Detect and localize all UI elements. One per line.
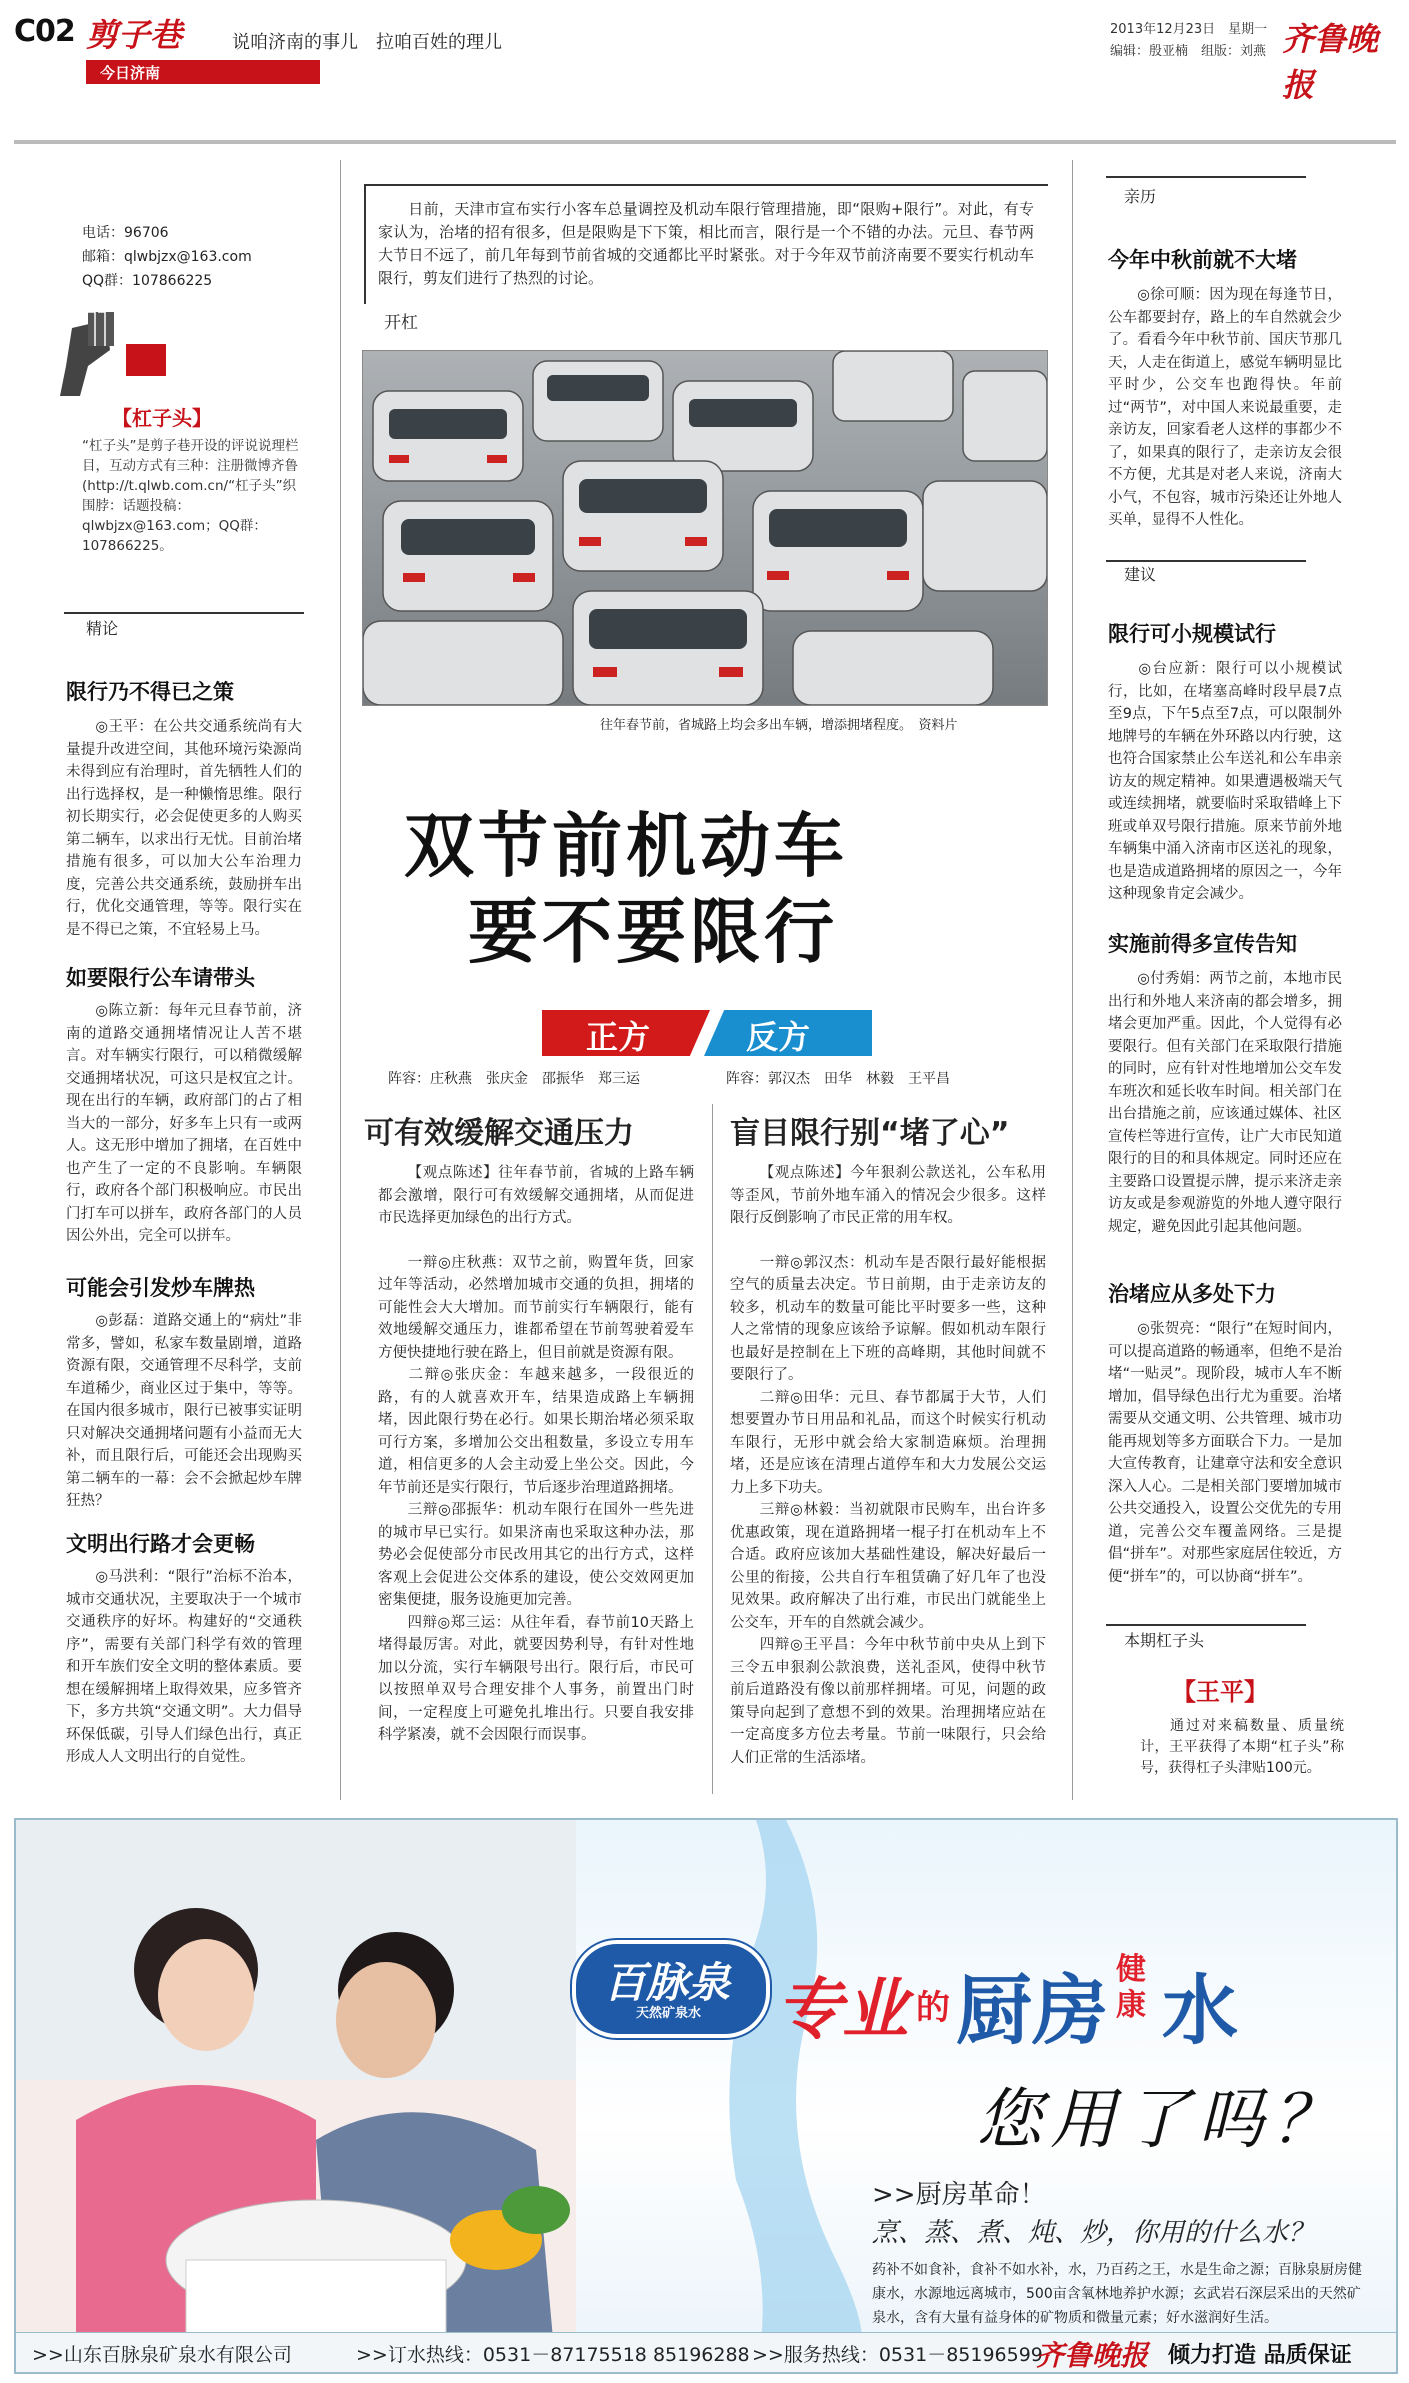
award-divider <box>1106 1624 1306 1626</box>
left-article-2-body: ◎陈立新：每年元旦春节前，济南的道路交通拥堵情况让人苦不堪言。对车辆实行限行，可以稍微缓解交通拥堵状况，可这只是权宜之计。现在出行的车辆，政府部门的占了相当大的一部分，好多车上只有一或两人。这无形中增加了拥堵，在百姓中也产生了一定的不良影响。车辆限行，政府各个部门积极响应。市民出门打车可以拼车，政府各部门的人员因公外出，完全可以拼车。 <box>66 1003 302 1244</box>
ad-brand: 百脉泉 <box>604 1958 731 2007</box>
pro-article <box>378 1162 694 1747</box>
pro-title: 可有效缓解交通压力 <box>364 1116 634 1151</box>
header-date: 2013年12月23日 星期一 <box>1110 22 1268 37</box>
ad-footer-tagline: 倾力打造 品质保证 <box>1168 2343 1352 2368</box>
con-para-1: 一辩◎郭汉杰：机动车是否限行最好能根据空气的质量去决定。节日前期，由于走亲访友的较多，机动车的数量可能比平时要多一些，这种人之常情的现象应该给予谅解。假如机动车限行也最好是控制在上下班的高峰期，其他时间就不要限行了。 <box>730 1254 1046 1383</box>
right-article-3-title: 实施前得多宣传告知 <box>1108 932 1297 956</box>
pro-para-4: 四辩◎郑三运：从往年看，春节前10天路上堵得最厉害。对此，就要因势利导，有针对性地加以分流，实行车辆限号出行。限行后，市民可以按照单双号合理安排个人事务，前置出门时间，一定程度上可避免扎堆出行。只要自我安排科学紧凑，就不会因限行而误事。 <box>378 1614 694 1743</box>
ad-question: 烹、蒸、煮、炖、炒，你用的什么水？ <box>872 2218 1315 2248</box>
left-article-1-title: 限行乃不得已之策 <box>66 680 234 704</box>
right-column-divider <box>1072 160 1073 1800</box>
right-article-2-title: 限行可小规模试行 <box>1108 622 1276 646</box>
con-para-4: 四辩◎王平昌：今年中秋节前中央从上到下三令五申狠刹公款浪费，送礼歪风，使得中秋节前后道路没有像以前那样拥堵。可见，问题的政策导向起到了意想不到的效果。治理拥堵应站在一定高度多方位去考量。节前一味限行，只会给人们正常的生活添堵。 <box>730 1637 1046 1766</box>
con-title: 盲目限行别“堵了心” <box>730 1116 1010 1151</box>
pro-para-3: 三辩◎邵振华：机动车限行在国外一些先进的城市早已实行。如果济南也采取这种办法，那势必会促使部分市民改用其它的出行方式，这样客观上会促进公交体系的建设，使公交效网更加密集便捷，服务设施更加完善。 <box>378 1502 694 1608</box>
ad-slogan-e: 水 <box>1162 1966 1238 2055</box>
right-article-3-body: ◎付秀娟：两节之前，本地市民出行和外地人来济南的都会增多，拥堵会更加严重。因此，个人觉得有必要限行。但有关部门在采取限行措施的同时，应有针对性地增加公交车发车班次和延长收车时间。相关部门在出台措施之前，应该通过媒体、社区宣传栏等进行宣传，让广大市民知道限行的目的和具体规定。同时还应在主要路口设置提示牌，提示来济走亲访友或是参观游览的外地人遵守限行规定，避免因此引起其他问题。 <box>1108 971 1342 1235</box>
ad-brand-sub: 天然矿泉水 <box>636 2006 702 2021</box>
right-article-4-title: 治堵应从多处下力 <box>1108 1282 1276 1306</box>
right-article-4-body: ◎张贺亮：“限行”在短时间内，可以提高道路的畅通率，但绝不是治堵“一贴灵”。现阶段，城市人车不断增加，倡导绿色出行尤为重要。治堵需要从交通文明、公共管理、城市功能再规划等多方面联合下力。一是加大宣传教育，让建章守法和安全意识深入人心。二是相关部门要增加城市公共交通投入，设置公交优先的专用道，完善公交车覆盖网络。三是提倡“拼车”。对那些家庭居住较近，方便“拼车”的，可以协商“拼车”。 <box>1108 1321 1342 1585</box>
ad-footer-order: >>订水热线：0531－87175518 85196288 <box>356 2344 750 2366</box>
headline-line-2: 要不要限行 <box>468 891 838 973</box>
ad-banner <box>14 1818 1398 2374</box>
right-article-1-body: ◎徐可顺：因为现在每逢节日，公车都要封存，路上的车自然就会少了。看看今年中秋节前、国庆节那几天，人走在街道上，感觉车辆明显比平时少，公交车也跑得快。年前过“两节”，对中国人来说最重要，走亲访友，回家看老人这样的事都少不了，如果真的限行了，走亲访友会很不方便，尤其是对老人来说，济南大小气，不包容，城市污染还让外地人买单，显得不人性化。 <box>1108 287 1342 528</box>
pro-para-0: 【观点陈述】往年春节前，省城的上路车辆都会激增，限行可有效缓解交通拥堵，从而促进市民选择更加绿色的出行方式。 <box>378 1165 694 1226</box>
fist-icon <box>58 306 168 398</box>
right-tag-2: 建议 <box>1124 565 1157 584</box>
ad-slogan-d: 健康 <box>1116 1952 1146 2023</box>
con-para-3: 三辩◎林毅：当初就限市民购车，出台许多优惠政策，现在道路拥堵一棍子打在机动车上不合适。政府应该加大基础性建设，解决好最后一公里的衔接，公共自行车租赁确了好几年了也没见效果。政府解决了出行难，市民出门就能坐上公交车，开车的自然就会减少。 <box>730 1502 1046 1631</box>
left-section-tag: 精论 <box>86 619 119 638</box>
photo-caption: 往年春节前，省城路上均会多出车辆，增添拥堵程度。 资料片 <box>600 718 958 733</box>
pro-para-1: 一辩◎庄秋燕：双节之前，购置年货，回家过年等活动，必然增加城市交通的负担，拥堵的可能性会大大增加。而节前实行车辆限行，能有效地缓解交通压力，谁都希望在节前驾驶着爱车方便快捷地行驶在路上，但目前就是资源有限。 <box>378 1254 694 1361</box>
section-name: 剪子巷 <box>86 16 183 54</box>
ad-revolution: >>厨房革命！ <box>872 2180 1046 2210</box>
header-editors: 编辑：殷亚楠 组版：刘燕 <box>1110 44 1267 59</box>
left-column-divider <box>340 160 341 1800</box>
con-para-2: 二辩◎田华：元旦、春节都属于大节，人们想要置办节日用品和礼品，而这个时候实行机动车限行，无形中就会给大家制造麻烦。治理拥堵，还是应该在清理占道停车和大力发展公交运力上多下功夫。 <box>730 1389 1046 1496</box>
ad-footer-service: >>服务热线：0531－85196599 <box>752 2344 1043 2366</box>
ad-slogan-c: 厨房 <box>956 1966 1108 2055</box>
left-section-divider <box>64 612 304 614</box>
ad-handwriting: 您用了吗？ <box>976 2081 1346 2158</box>
left-article-4-body: ◎马洪利：“限行”治标不治本，城市交通状况，主要取决于一个城市交通秩序的好坏。构建好的“交通秩序”，需要有关部门科学有效的管理和开车族们安全文明的整体素质。要想在缓解拥堵上取得效果，应多管齐下，多方共筑“交通文明”。大力倡导环保低碳，引导人们绿色出行，真正形成人人文明出行的自觉性。 <box>66 1569 302 1765</box>
gangzitou-desc: “杠子头”是剪子巷开设的评说说理栏目，互动方式有三种：注册微博齐鲁(http://t.qlwb.com.cn/“杠子头”织围脖：话题投稿：qlwbjzx@163.com；QQ群：107866225。 <box>82 438 299 554</box>
ad-footer-brand: 齐鲁晚报 <box>1036 2339 1149 2372</box>
left-article-4-title: 文明出行路才会更畅 <box>66 1532 255 1556</box>
header-divider <box>14 140 1396 144</box>
left-article-3-body: ◎彭磊：道路交通上的“病灶”非常多，譬如，私家车数量剧增，道路资源有限，交通管理不尽科学，支前车道稀少，商业区过于集中，等等。在国内很多城市，限行已被事实证明只对解决交通拥堵问题有小益而无大补，而且限行后，可能还会出现购买第二辆车的一幕：会不会掀起炒车牌狂热？ <box>66 1313 302 1509</box>
con-label: 反方 <box>746 1018 811 1056</box>
award-tag: 本期杠子头 <box>1124 1631 1205 1650</box>
pro-lineup: 阵容：庄秋燕 张庆金 邵振华 郑三运 <box>388 1071 640 1087</box>
kaigang-label: 开杠 <box>384 313 418 333</box>
ad-slogan-a: 专业 <box>776 1971 908 2048</box>
header-slogan: 说咱济南的事儿 拉咱百姓的理儿 <box>232 32 502 53</box>
con-para-0: 【观点陈述】今年狠刹公款送礼，公车私用等歪风，节前外地车涌入的情况会少很多。这样限行反倒影响了市民正常的用车权。 <box>730 1165 1046 1226</box>
con-lineup: 阵容：郭汉杰 田华 林毅 王平昌 <box>726 1071 950 1087</box>
headline-line-1: 双节前机动车 <box>404 805 848 887</box>
right-tag1-divider <box>1106 176 1306 178</box>
contact-email: 邮箱：qlwbjzx@163.com <box>82 249 252 265</box>
right-tag-1: 亲历 <box>1124 187 1157 206</box>
pro-para-2: 二辩◎张庆金：车越来越多，一段很近的路，有的人就喜欢开车，结果造成路上车辆拥堵，因此限行势在必行。如果长期治堵必须采取可行方案，多增加公交出租数量，多设立专用车道，相信更多的人会主动爱上坐公交。因此，今年节前还是实行限行，节后逐步治理道路拥堵。 <box>378 1367 694 1496</box>
traffic-photo <box>362 350 1048 706</box>
ad-footer-company: >>山东百脉泉矿泉水有限公司 <box>32 2344 292 2366</box>
con-article <box>730 1162 1046 1769</box>
masthead-logo: 齐鲁晚报 <box>1282 20 1379 104</box>
award-body: 通过对来稿数量、质量统计，王平获得了本期“杠子头”称号，获得杠子头津贴100元。 <box>1140 1718 1344 1776</box>
left-article-3-title: 可能会引发炒车牌热 <box>66 1276 255 1300</box>
pro-label: 正方 <box>586 1018 651 1056</box>
contact-phone: 电话：96706 <box>82 225 169 241</box>
lead-paragraph: 日前，天津市宣布实行小客车总量调控及机动车限行管理措施，即“限购+限行”。对此，有专家认为，治堵的招有很多，但是限购是下下策，相比而言，限行是一个不错的办法。元旦、春节两大节日不远了，前几年每到节前省城的交通都比平时紧张。对于今年双节前济南要不要实行机动车限行，剪友们进行了热烈的讨论。 <box>378 200 1034 287</box>
pro-con-divider <box>712 1104 713 1794</box>
page-number: C02 <box>14 14 75 49</box>
subsection-label: 今日济南 <box>100 64 161 82</box>
award-name: 【王平】 <box>1172 1678 1268 1706</box>
gangzitou-title: 【杠子头】 <box>112 406 212 430</box>
left-article-1-body: ◎王平：在公共交通系统尚有大量提升改进空间，其他环境污染源尚未得到应有治理时，首先牺牲人们的出行选择权，是一种懒惰思维。限行初长期实行，必会促使更多的人购买第二辆车，以求出行无忧。目前治堵措施有很多，可以加大公车治理力度，完善公共交通系统，鼓励拼车出行，优化交通管理，等等。限行实在是不得已之策，不宜轻易上马。 <box>66 719 302 938</box>
right-article-1-title: 今年中秋前就不大堵 <box>1108 248 1297 272</box>
right-article-2-body: ◎台应新：限行可以小规模试行，比如，在堵塞高峰时段早晨7点至9点，下午5点至7点，可以限制外地牌号的车辆在外环路以内行驶，这也符合国家禁止公车送礼和公车串亲访友的规定精神。如果遭遇极端天气或连续拥堵，就要临时采取错峰上下班或单双号限行措施。原来节前外地车辆集中涌入济南市区送礼的现象，也是造成道路拥堵的原因之一，今年这种现象肯定会减少。 <box>1108 661 1342 902</box>
ad-desc: 药补不如食补，食补不如水补，水，乃百药之王，水是生命之源；百脉泉厨房健康水，水源地远离城市，500亩含氧林地养护水源；玄武岩石深层采出的天然矿泉水，含有大量有益身体的矿物质和微量元素；好水滋润好生活。 <box>872 2262 1362 2326</box>
ad-slogan-b: 的 <box>916 1988 950 2028</box>
contact-qq: QQ群：107866225 <box>82 273 213 289</box>
left-article-2-title: 如要限行公车请带头 <box>66 966 255 990</box>
